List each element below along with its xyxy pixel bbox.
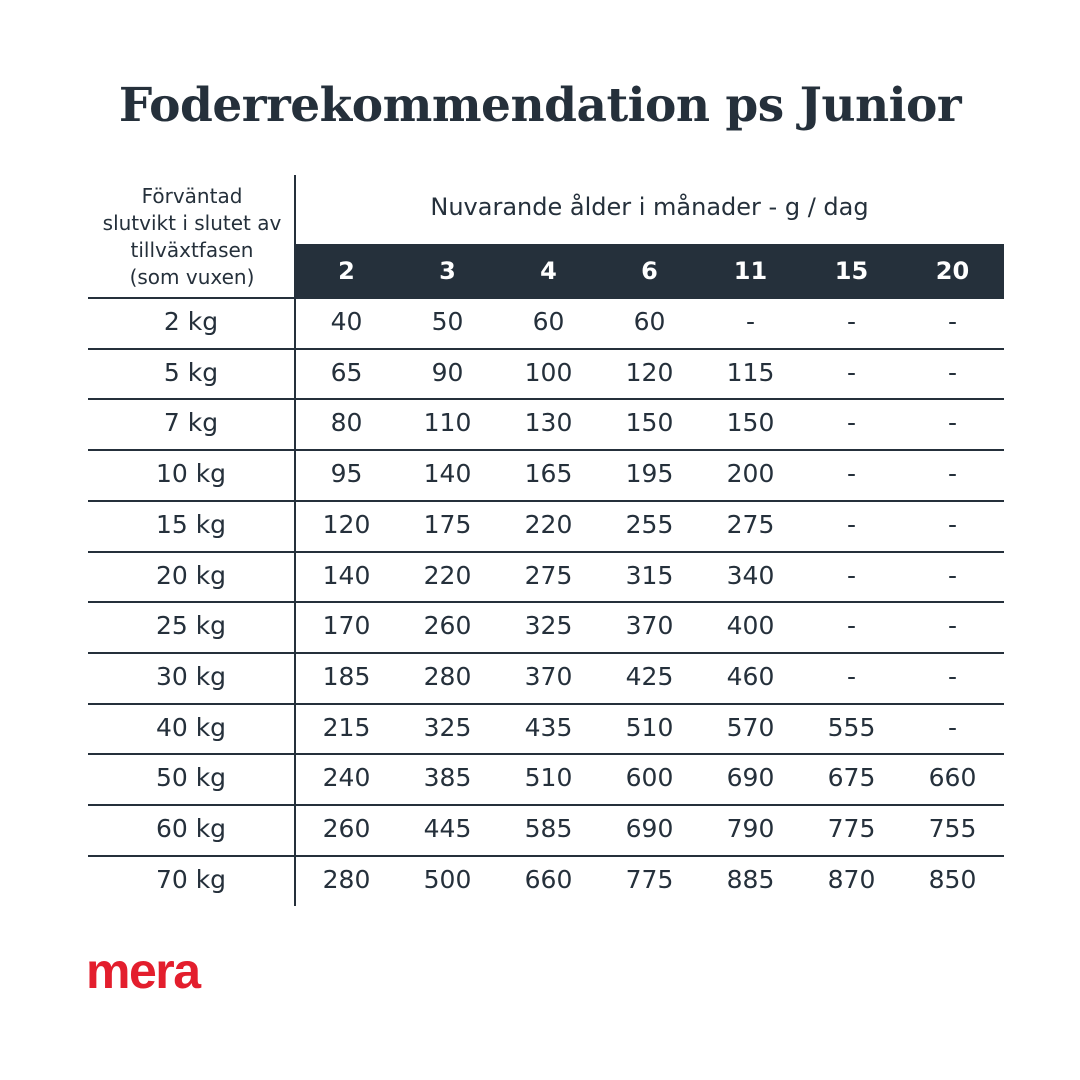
table-cell: 150: [625, 408, 674, 438]
table-cell: 80: [330, 408, 363, 438]
table-cell: 65: [330, 357, 363, 387]
table-cell: 140: [423, 459, 472, 489]
table-cell: -: [947, 408, 958, 438]
table-cell: 115: [726, 357, 775, 387]
table-cell: -: [846, 509, 857, 539]
table-cell: 260: [423, 611, 472, 641]
table-cell: 510: [524, 763, 573, 793]
row-label: 30 kg: [155, 661, 227, 691]
table-cell: 445: [423, 814, 472, 843]
table-cell: 850: [928, 864, 977, 894]
table-cell: -: [947, 459, 958, 489]
table-cell: 675: [827, 763, 876, 793]
row-header-line: slutvikt i slutet av: [102, 211, 282, 235]
table-cell: 215: [322, 712, 371, 742]
table-cell: 95: [330, 459, 363, 489]
table-cell: 275: [524, 560, 573, 590]
table-cell: 460: [726, 661, 775, 691]
table-cell: -: [846, 611, 857, 641]
row-header-line: tillväxtfasen: [130, 238, 254, 262]
row-label: 70 kg: [155, 864, 227, 894]
row-header-line: (som vuxen): [129, 265, 255, 289]
table-cell: 385: [423, 763, 472, 793]
table-cell: -: [947, 661, 958, 691]
table-cell: 775: [625, 864, 674, 894]
table-cell: -: [947, 509, 958, 539]
row-divider: [88, 500, 1004, 502]
table-cell: 275: [726, 509, 775, 539]
table-cell: 400: [726, 611, 775, 641]
table-cell: 100: [524, 357, 573, 387]
row-label: 2 kg: [163, 307, 219, 336]
table-cell: 40: [330, 307, 363, 336]
column-header: 6: [641, 257, 658, 285]
table-cell: 110: [423, 408, 472, 438]
row-header-line: Förväntad: [141, 184, 243, 208]
column-header: 15: [834, 257, 869, 285]
row-divider: [88, 551, 1004, 553]
row-label: 40 kg: [155, 712, 227, 742]
row-divider: [88, 398, 1004, 400]
table-cell: 325: [524, 611, 573, 641]
table-cell: 660: [928, 763, 977, 793]
table-cell: 200: [726, 459, 775, 489]
table-cell: 510: [625, 712, 674, 742]
table-cell: 240: [322, 763, 371, 793]
row-divider: [88, 601, 1004, 603]
table-cell: 50: [431, 307, 464, 336]
table-cell: 435: [524, 712, 573, 742]
row-header-label: [88, 183, 296, 291]
table-cell: 775: [827, 814, 876, 843]
column-header: 2: [338, 257, 355, 285]
table-cell: 885: [726, 864, 775, 894]
table-cell: 120: [625, 357, 674, 387]
vertical-divider: [294, 175, 296, 906]
table-cell: 280: [322, 864, 371, 894]
brand-logo: mera: [86, 943, 200, 999]
table-cell: -: [846, 459, 857, 489]
table-cell: 175: [423, 509, 472, 539]
table-cell: 255: [625, 509, 674, 539]
table-cell: 280: [423, 661, 472, 691]
table-cell: 500: [423, 864, 472, 894]
row-label: 25 kg: [155, 611, 227, 641]
row-divider: [88, 449, 1004, 451]
row-divider: [88, 348, 1004, 350]
table-cell: 165: [524, 459, 573, 489]
row-label: 60 kg: [155, 814, 227, 843]
table-cell: -: [947, 611, 958, 641]
table-cell: 120: [322, 509, 371, 539]
table-cell: 570: [726, 712, 775, 742]
table-cell: 150: [726, 408, 775, 438]
table-cell: 660: [524, 864, 573, 894]
table-cell: 555: [827, 712, 876, 742]
table-cell: 140: [322, 560, 371, 590]
page-title: Foderrekommendation ps Junior: [118, 78, 962, 133]
table-cell: 195: [625, 459, 674, 489]
column-header: 3: [439, 257, 456, 285]
table-cell: 425: [625, 661, 674, 691]
table-cell: -: [846, 307, 857, 336]
table-cell: -: [947, 307, 958, 336]
table-cell: 755: [928, 814, 977, 843]
row-label: 7 kg: [163, 408, 219, 438]
table-cell: 315: [625, 560, 674, 590]
table-cell: -: [947, 357, 958, 387]
column-header: 20: [935, 257, 970, 285]
table-cell: 90: [431, 357, 464, 387]
table-cell: 325: [423, 712, 472, 742]
row-label: 5 kg: [163, 357, 219, 387]
row-divider: [88, 753, 1004, 755]
table-cell: -: [846, 661, 857, 691]
table-cell: -: [846, 560, 857, 590]
table-cell: 600: [625, 763, 674, 793]
table-cell: 130: [524, 408, 573, 438]
row-label: 20 kg: [155, 560, 227, 590]
column-header: 4: [540, 257, 557, 285]
column-header: 11: [733, 257, 768, 285]
table-cell: 585: [524, 814, 573, 843]
table-cell: 170: [322, 611, 371, 641]
table-cell: 690: [625, 814, 674, 843]
table-cell: -: [745, 307, 756, 336]
row-label: 10 kg: [155, 459, 227, 489]
table-cell: 220: [423, 560, 472, 590]
table-cell: -: [947, 712, 958, 742]
table-cell: 370: [625, 611, 674, 641]
table-cell: 60: [532, 307, 565, 336]
row-divider: [88, 804, 1004, 806]
row-label: 50 kg: [155, 763, 227, 793]
row-divider: [88, 855, 1004, 857]
table-cell: 220: [524, 509, 573, 539]
row-divider: [88, 652, 1004, 654]
row-divider: [88, 703, 1004, 705]
table-cell: 185: [322, 661, 371, 691]
table-cell: 690: [726, 763, 775, 793]
table-cell: 790: [726, 814, 775, 843]
table-cell: -: [947, 560, 958, 590]
row-label: 15 kg: [155, 509, 227, 539]
table-cell: -: [846, 408, 857, 438]
table-cell: 260: [322, 814, 371, 843]
column-caption: Nuvarande ålder i månader - g / dag: [430, 193, 869, 221]
table-cell: 370: [524, 661, 573, 691]
table-cell: 340: [726, 560, 775, 590]
table-cell: 60: [633, 307, 666, 336]
table-cell: -: [846, 357, 857, 387]
column-header-band: [296, 244, 1004, 299]
row-divider: [88, 297, 1004, 299]
table-cell: 870: [827, 864, 876, 894]
